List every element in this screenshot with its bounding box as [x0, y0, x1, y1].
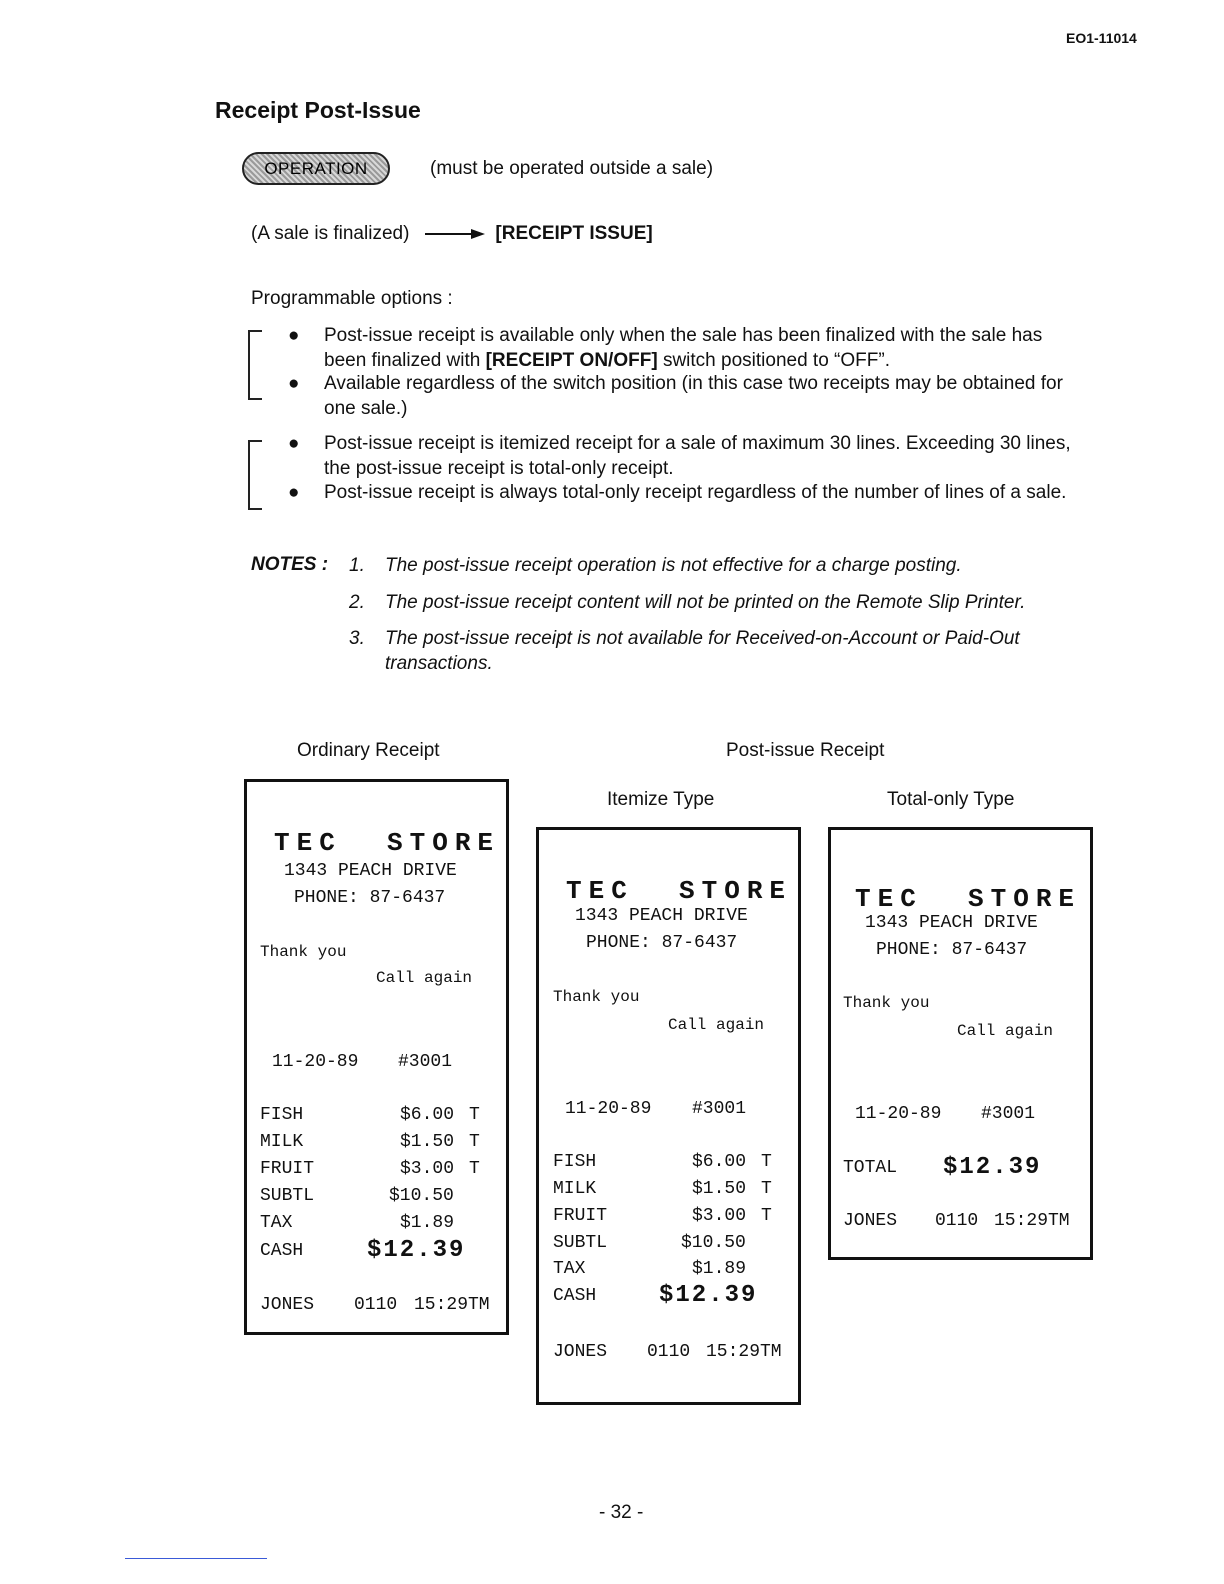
- receipt-total-amount: $12.39: [943, 1154, 1042, 1181]
- operation-note: (must be operated outside a sale): [430, 158, 714, 179]
- note-item: 1. The post-issue receipt operation is not effective for a charge posting.: [349, 555, 962, 576]
- receipt-phone: PHONE: 87-6437: [586, 933, 738, 953]
- receipt-item-name: FISH: [260, 1105, 304, 1125]
- receipt-address: 1343 PEACH DRIVE: [284, 861, 457, 881]
- receipt-tax-label: TAX: [260, 1213, 293, 1233]
- receipt-item-price: $3.00: [400, 1159, 455, 1179]
- receipt-thanks: Thank you: [553, 988, 640, 1006]
- receipt-store-name: TEC STORE: [855, 884, 1082, 914]
- document-id: EO1-11014: [1066, 30, 1137, 46]
- receipt-call-again: Call again: [668, 1016, 765, 1034]
- page-number: - 32 -: [599, 1502, 644, 1523]
- receipt-item-name: FISH: [553, 1152, 597, 1172]
- receipt-item-price: $6.00: [400, 1105, 455, 1125]
- receipt-total-label: TOTAL: [843, 1158, 898, 1178]
- option-item: ● Post-issue receipt is available only when the sale has been finalized with the sale has been finalized with [RECEIPT ON/OFF] switch positioned to “OFF”.: [288, 325, 1043, 371]
- note-item: 3. The post-issue receipt is not available for Received-on-Account or Paid-Out transactions.: [349, 628, 1020, 674]
- receipt-clerk-code: 0110: [935, 1211, 979, 1231]
- receipt-time: 15:29TM: [414, 1295, 490, 1315]
- receipt-tax: $1.89: [692, 1259, 747, 1279]
- receipt-clerk-code: 0110: [647, 1342, 691, 1362]
- receipt-item-name: MILK: [260, 1132, 304, 1152]
- receipt-subtotal-label: SUBTL: [260, 1186, 315, 1206]
- receipt-clerk: JONES: [553, 1342, 608, 1362]
- receipt-cash-label: CASH: [260, 1241, 304, 1261]
- ordinary-receipt: [244, 779, 509, 1335]
- itemize-receipt: [536, 827, 801, 1405]
- receipt-item-name: FRUIT: [553, 1206, 608, 1226]
- receipt-date: 11-20-89: [855, 1104, 942, 1124]
- bullet-icon: ●: [288, 373, 300, 394]
- notes-label: NOTES :: [251, 554, 329, 575]
- receipt-item-name: FRUIT: [260, 1159, 315, 1179]
- receipt-cash-amount: $12.39: [367, 1237, 466, 1264]
- receipt-tax: $1.89: [400, 1213, 455, 1233]
- receipt-subtotal-label: SUBTL: [553, 1233, 608, 1253]
- receipt-issue-key: [RECEIPT ISSUE]: [495, 223, 653, 244]
- receipt-time: 15:29TM: [706, 1342, 782, 1362]
- receipt-subtotal: $10.50: [389, 1186, 454, 1206]
- option-group-bracket: [248, 440, 262, 510]
- receipt-thanks: Thank you: [260, 943, 347, 961]
- receipt-clerk-code: 0110: [354, 1295, 398, 1315]
- receipt-store-name: TEC STORE: [274, 828, 501, 858]
- receipt-address: 1343 PEACH DRIVE: [575, 906, 748, 926]
- receipt-tax-label: TAX: [553, 1259, 586, 1279]
- bullet-icon: ●: [288, 433, 300, 454]
- receipt-store-name: TEC STORE: [566, 876, 793, 906]
- receipt-subtotal: $10.50: [681, 1233, 746, 1253]
- operation-sequence: [251, 223, 653, 245]
- receipt-phone: PHONE: 87-6437: [294, 888, 446, 908]
- receipt-number: #3001: [981, 1104, 1036, 1124]
- total-only-receipt: [828, 827, 1093, 1260]
- receipt-item-price: $3.00: [692, 1206, 747, 1226]
- total-only-type-header: Total-only Type: [887, 789, 1015, 810]
- option-item: ● Post-issue receipt is always total-only receipt regardless of the number of lines of a sale.: [324, 481, 1084, 506]
- option-group-bracket: [248, 330, 262, 400]
- receipt-date: 11-20-89: [272, 1052, 359, 1072]
- receipt-thanks: Thank you: [843, 994, 930, 1012]
- receipt-item-price: $1.50: [692, 1179, 747, 1199]
- receipt-date: 11-20-89: [565, 1099, 652, 1119]
- option-item: ● Post-issue receipt is itemized receipt for a sale of maximum 30 lines. Exceeding 30 lines, the post-issue receipt is total-only receipt.: [288, 433, 1071, 479]
- receipt-item-flag: T: [761, 1179, 772, 1199]
- receipt-cash-amount: $12.39: [659, 1282, 758, 1309]
- receipt-number: #3001: [398, 1052, 453, 1072]
- right-arrow-icon: [425, 227, 485, 241]
- receipt-item-flag: T: [469, 1132, 480, 1152]
- page-title: Receipt Post-Issue: [215, 97, 421, 123]
- receipt-item-price: $1.50: [400, 1132, 455, 1152]
- receipt-item-flag: T: [469, 1105, 480, 1125]
- receipt-time: 15:29TM: [994, 1211, 1070, 1231]
- programmable-options-label: Programmable options :: [251, 288, 453, 309]
- receipt-clerk: JONES: [260, 1295, 315, 1315]
- operation-badge: OPERATION: [242, 152, 390, 185]
- receipt-item-flag: T: [469, 1159, 480, 1179]
- receipt-phone: PHONE: 87-6437: [876, 940, 1028, 960]
- footer-divider: [125, 1558, 267, 1559]
- option-item: ● Available regardless of the switch position (in this case two receipts may be obtained for one sale.): [288, 373, 1063, 419]
- receipt-cash-label: CASH: [553, 1286, 597, 1306]
- receipt-clerk: JONES: [843, 1211, 898, 1231]
- receipt-item-name: MILK: [553, 1179, 597, 1199]
- itemize-type-header: Itemize Type: [607, 789, 715, 810]
- ordinary-receipt-header: Ordinary Receipt: [297, 740, 440, 761]
- receipt-call-again: Call again: [957, 1022, 1054, 1040]
- receipt-address: 1343 PEACH DRIVE: [865, 913, 1038, 933]
- sale-finalized-text: (A sale is finalized): [251, 223, 410, 244]
- note-item: 2. The post-issue receipt content will not be printed on the Remote Slip Printer.: [349, 592, 1026, 613]
- receipt-item-flag: T: [761, 1206, 772, 1226]
- bullet-icon: ●: [288, 325, 300, 346]
- receipt-item-flag: T: [761, 1152, 772, 1172]
- post-issue-receipt-header: Post-issue Receipt: [726, 740, 885, 761]
- receipt-number: #3001: [692, 1099, 747, 1119]
- receipt-item-price: $6.00: [692, 1152, 747, 1172]
- bullet-icon: ●: [288, 482, 300, 503]
- receipt-call-again: Call again: [376, 969, 473, 987]
